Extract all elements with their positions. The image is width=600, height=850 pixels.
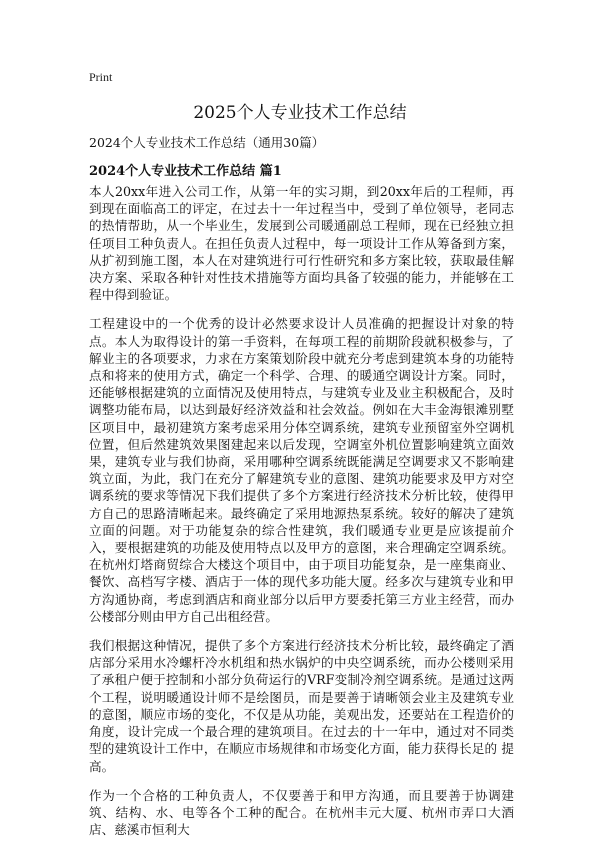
paragraph-4: 作为一个合格的工种负责人，不仅要善于和甲方沟通，而且要善于协调建筑、结构、水、电等各个工种的配合。在杭州丰元大厦、杭州市弄口大酒店、慈溪市恒利大 (89, 787, 514, 838)
print-link[interactable]: Print (89, 70, 113, 84)
article-body (89, 183, 514, 850)
document-title: 2025个人专业技术工作总结 (193, 103, 407, 123)
document-subtitle: 2024个人专业技术工作总结（通用30篇） (89, 135, 325, 150)
section-heading: 2024个人专业技术工作总结 篇1 (89, 164, 282, 179)
paragraph-1: 本人20xx年进入公司工作，从第一年的实习期，到20xx年后的工程师，再到现在面临高工的评定，在过去十一年过程当中，受到了单位领导，老同志的热情帮助，从一个毕业生，发展到公司暖通副总工程师，现在已经独立担任项目工种负责人。在担任负责人过程中，每一项设计工作从筹备到方案，从扩初到施工图，本人在对建筑进行可行性研究和多方案比较，获取最佳解决方案、采取各种针对性技术措施等方面均具备了较强的能力，并能够在工程中得到验证。 (89, 184, 514, 303)
paragraph-2: 工程建设中的一个优秀的设计必然要求设计人员准确的把握设计对象的特点。本人为取得设计的第一手资料，在每项工程的前期阶段就积极参与，了解业主的各项要求，力求在方案策划阶段中就充分考虑到建筑本身的功能特点和将来的使用方式，确定一个科学、合理、的暖通空调设计方案。同时，还能够根据建筑的立面情况及使用特点，与建筑专业及业主积极配合，及时调整功能布局，以达到最好经济效益和社会效益。例如在大丰金海银滩别墅区项目中，最初建筑方案考虑采用分体空调系统，建筑专业预留室外空调机位置，但后然建筑效果图建起来以后发现，空调室外机位置影响建筑立面效果，建筑专业与我们协商，采用哪种空调系统既能满足空调要求又不影响建筑立面，为此，我门在充分了解建筑专业的意图、建筑功能要求及甲方对空调系统的要求等情况下我们提供了多个方案进行经济技术分析比较，使得甲方自己的思路清晰起来。最终确定了采用地源热泵系统。较好的解决了建筑立面的问题。对于功能复杂的综合性建筑，我们暖通专业更是应该提前介入，要根据建筑的功能及使用特点以及甲方的意图，来合理确定空调系统。在杭州灯塔商贸综合大楼这个项目中，由于项目功能复杂，是一座集商业、餐饮、高档写字楼、酒店于一体的现代多功能大厦。经多次与建筑专业和甲方沟通协商，考虑到酒店和商业部分以后甲方要委托第三方业主经营，而办公楼部分则由甲方自己出租经营。 (89, 316, 514, 624)
paragraph-3: 我们根据这种情况，提供了多个方案进行经济技术分析比较，最终确定了酒店部分采用水冷螺杆冷水机组和热水锅炉的中央空调系统，而办公楼则采用了承租户便于控制和小部分负荷运行的VRF变制冷剂空调系统。是通过这两个工程，说明暖通设计师不是绘图员，而是要善于请晰领会业主及建筑专业的意图，顺应市场的变化，不仅是从功能，美观出发，还要站在工程造价的角度，设计完成一个最合理的建筑项目。在过去的十一年中，通过对不同类型的建筑设计工作中，在顺应市场规律和市场变化方面，能力获得长足的 提高。 (89, 638, 514, 774)
